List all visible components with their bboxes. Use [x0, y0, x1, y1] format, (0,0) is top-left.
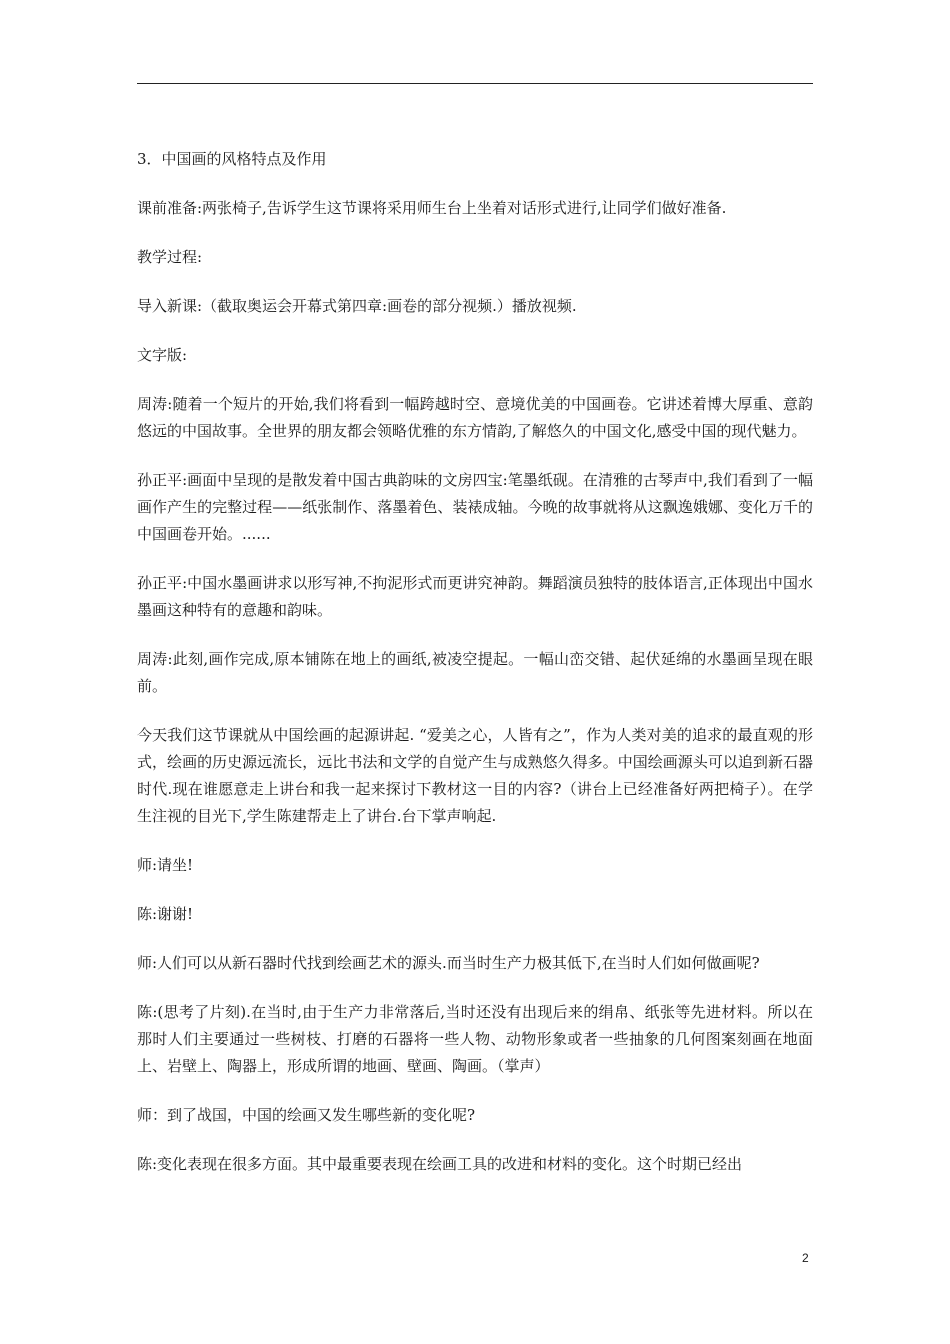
paragraph: 导入新课:（截取奥运会开幕式第四章:画卷的部分视频.）播放视频. [137, 297, 577, 315]
paragraph: 陈:变化表现在很多方面。其中最重要表现在绘画工具的改进和材料的变化。这个时期已经出 [137, 1155, 743, 1173]
paragraph: 陈:(思考了片刻).在当时,由于生产力非常落后,当时还没有出现后来的绢帛、纸张等先进材料。所以在那时人们主要通过一些树枝、打磨的石器将一些人物、动物形象或者一些抽象的几何图案刻画在地面上、岩壁上、陶器上，形成所谓的地画、壁画、陶画。（掌声） [137, 1003, 813, 1075]
document-body [137, 146, 813, 1200]
paragraph: 今天我们这节课就从中国绘画的起源讲起. “爱美之心，人皆有之”，作为人类对美的追求的最直观的形式，绘画的历史源远流长，远比书法和文学的自觉产生与成熟悠久得多。中国绘画源头可以追到新石器时代.现在谁愿意走上讲台和我一起来探讨下教材这一目的内容?（讲台上已经准备好两把椅子）。在学生注视的目光下,学生陈建帮走上了讲台.台下掌声响起. [137, 726, 813, 825]
page-number: 2 [802, 1251, 809, 1265]
paragraph: 孙正平:中国水墨画讲求以形写神,不拘泥形式而更讲究神韵。舞蹈演员独特的肢体语言,正体现出中国水墨画这种特有的意趣和韵味。 [137, 574, 813, 619]
paragraph: 周涛:随着一个短片的开始,我们将看到一幅跨越时空、意境优美的中国画卷。它讲述着博大厚重、意韵悠远的中国故事。全世界的朋友都会领略优雅的东方情韵,了解悠久的中国文化,感受中国的现代魅力。 [137, 395, 813, 440]
paragraph: 文字版: [137, 346, 188, 364]
section-heading: 3．中国画的风格特点及作用 [137, 150, 327, 168]
paragraph: 孙正平:画面中呈现的是散发着中国古典韵味的文房四宝:笔墨纸砚。在清雅的古琴声中,我们看到了一幅画作产生的完整过程——纸张制作、落墨着色、装裱成轴。今晚的故事就将从这飘逸娥娜、变化万千的中国画卷开始。...... [137, 471, 813, 543]
paragraph: 周涛:此刻,画作完成,原本铺陈在地上的画纸,被凌空提起。一幅山峦交错、起伏延绵的水墨画呈现在眼前。 [137, 650, 813, 695]
header-rule [137, 83, 813, 84]
paragraph: 课前准备:两张椅子,告诉学生这节课将采用师生台上坐着对话形式进行,让同学们做好准备. [137, 199, 727, 217]
paragraph: 师：到了战国，中国的绘画又发生哪些新的变化呢? [137, 1106, 476, 1124]
paragraph: 教学过程: [137, 248, 203, 266]
paragraph: 师:人们可以从新石器时代找到绘画艺术的源头.而当时生产力极其低下,在当时人们如何做画呢? [137, 954, 760, 972]
paragraph: 陈:谢谢! [137, 905, 194, 923]
paragraph: 师:请坐! [137, 856, 194, 874]
